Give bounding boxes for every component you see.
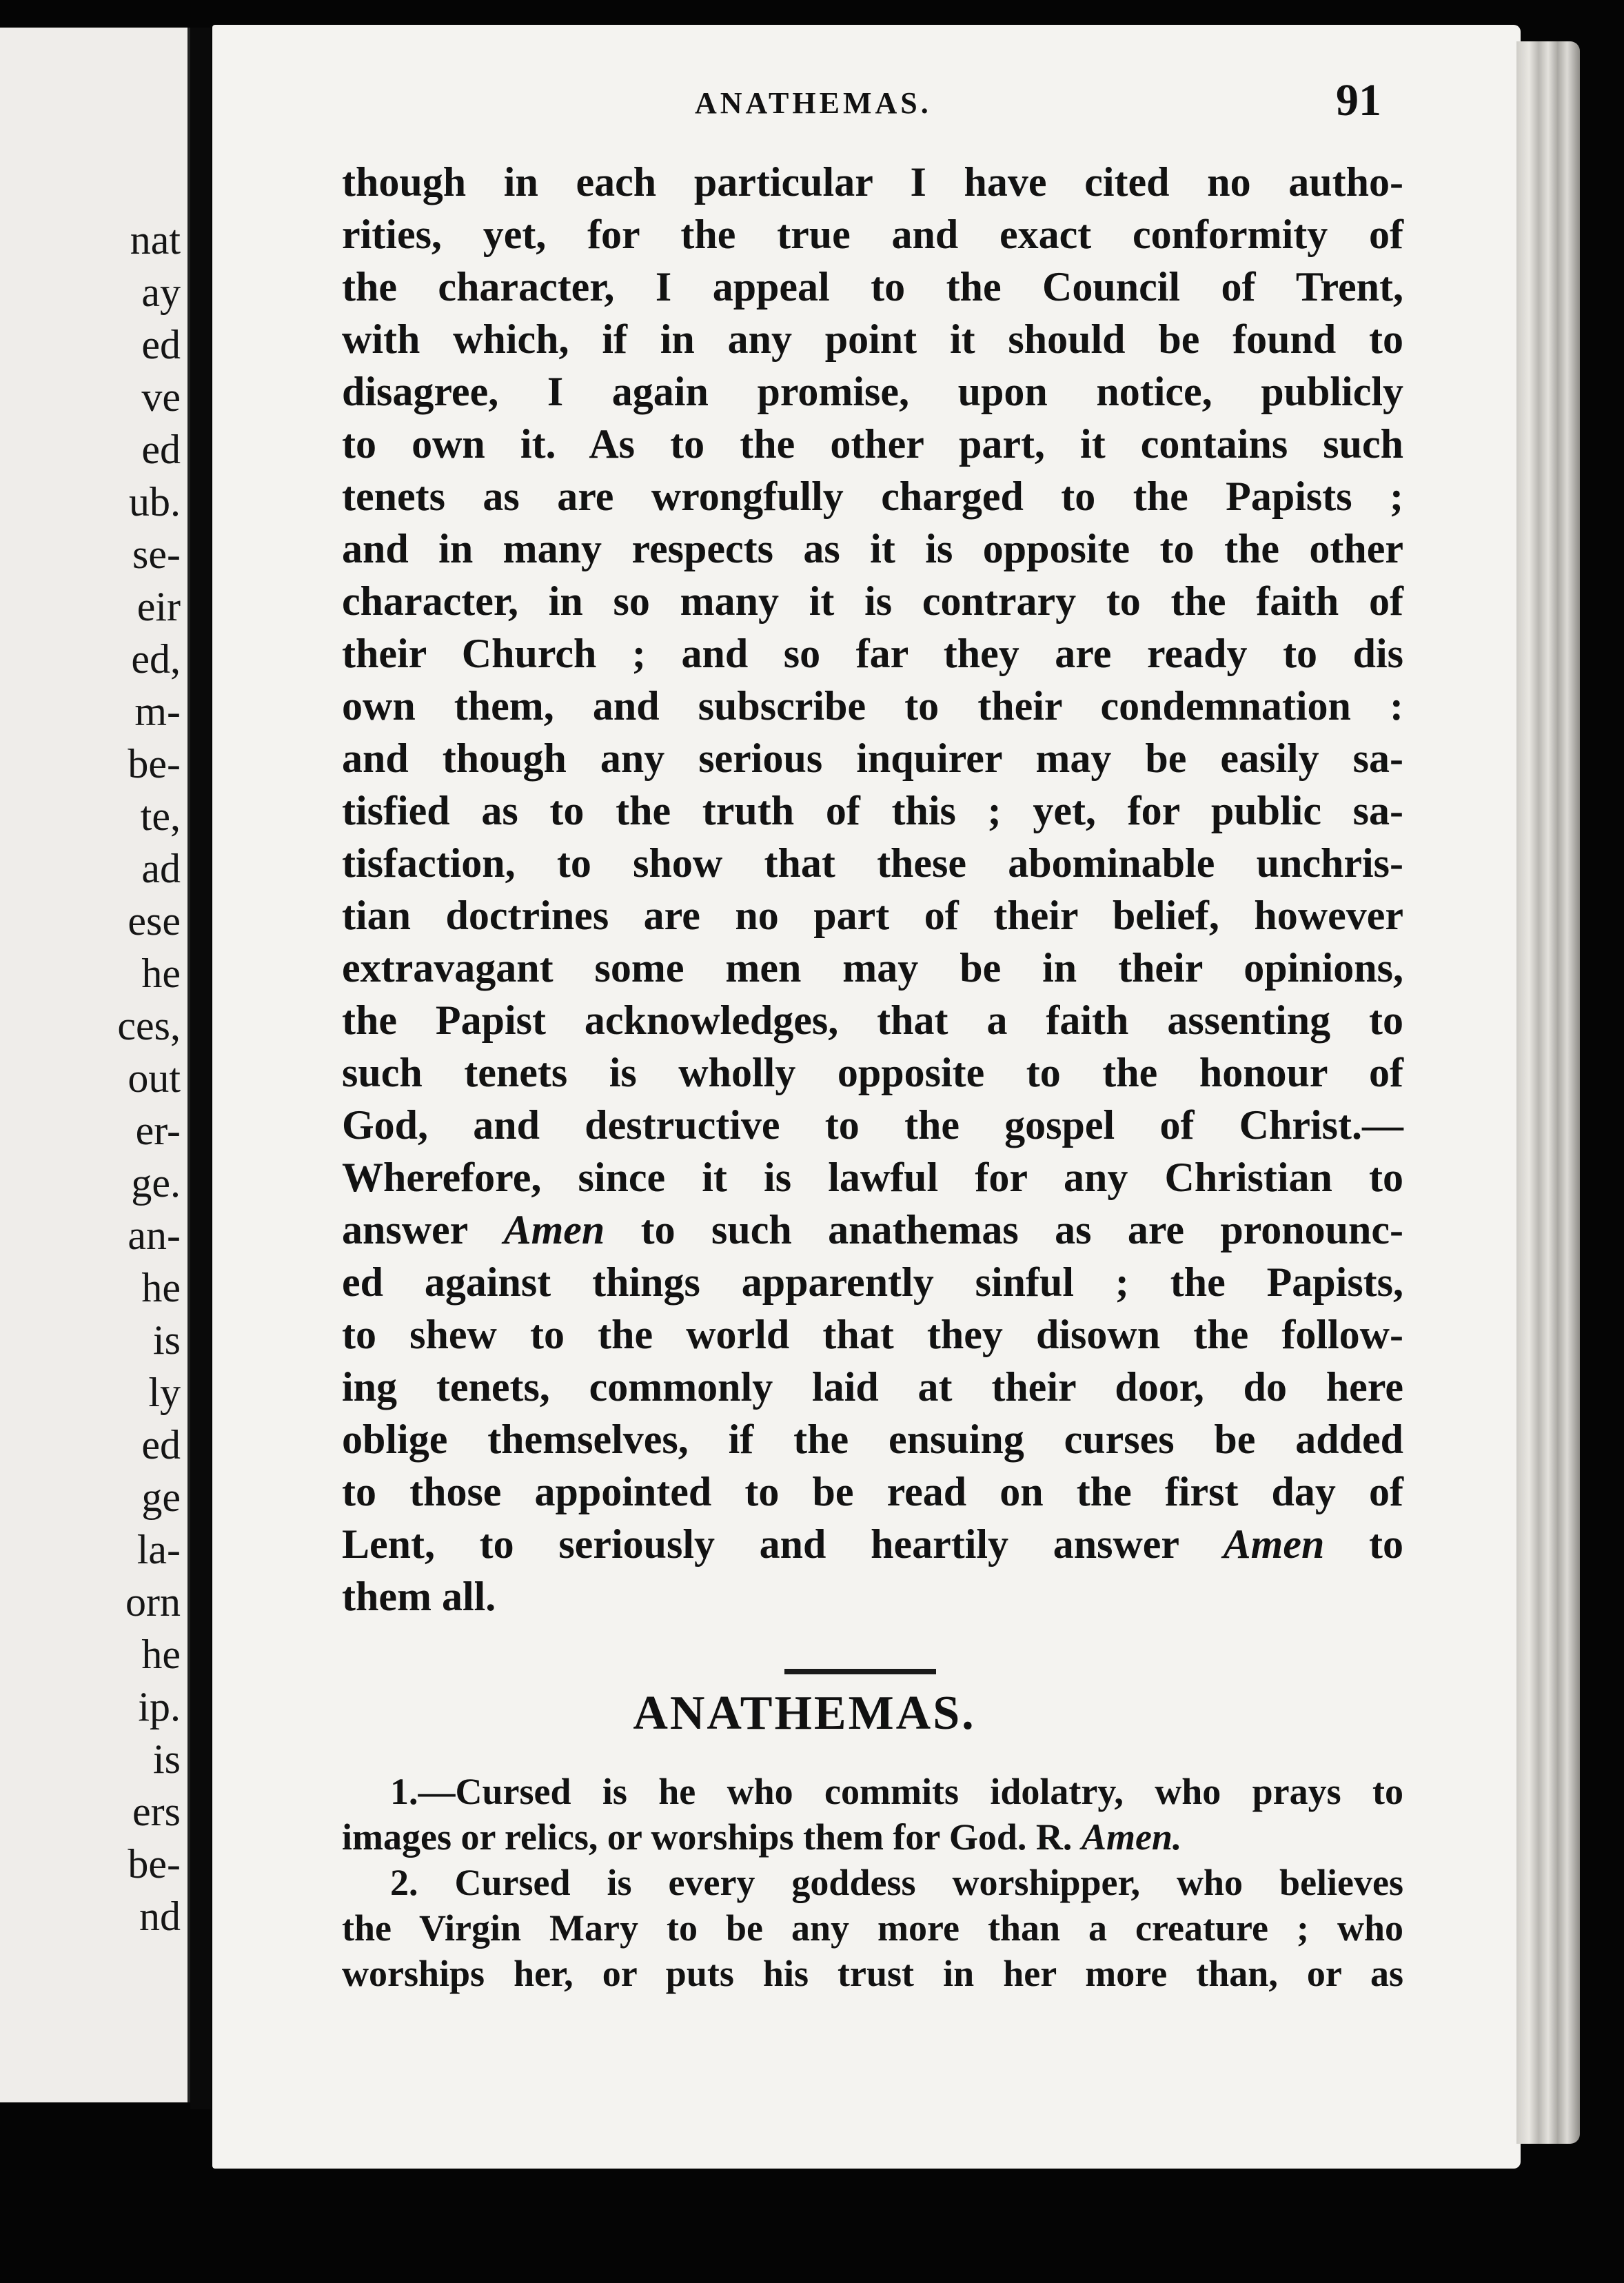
facing-page-fragment: eir	[136, 584, 181, 629]
text-line-last: them all.	[342, 1574, 496, 1619]
text-line: the Papist acknowledges, that a faith assenting to	[342, 997, 1403, 1043]
facing-page-fragment: ese	[128, 898, 181, 944]
text-line: though in each particular I have cited no autho-	[342, 159, 1403, 205]
text-line-lent	[342, 1518, 1403, 1570]
facing-page-fragment: nd	[139, 1894, 181, 1939]
text-line: disagree, I again promise, upon notice, publicly	[342, 369, 1403, 414]
text-line: God, and destructive to the gospel of Christ.—	[342, 1102, 1403, 1148]
text-line: own them, and subscribe to their condemnation :	[342, 683, 1403, 729]
text-fragment: answer	[342, 1207, 504, 1252]
facing-page-fragment: ge.	[131, 1160, 181, 1206]
facing-page-fragment: te,	[140, 793, 181, 839]
text-line: and in many respects as it is opposite to the other	[342, 526, 1403, 571]
curse-line	[342, 1814, 1403, 1860]
italic-amen: Amen	[503, 1207, 605, 1252]
facing-page-fragment: ve	[141, 374, 181, 420]
running-title: ANATHEMAS.	[695, 86, 932, 120]
running-head	[212, 65, 1521, 127]
section-rule	[784, 1669, 936, 1674]
facing-page-fragment: ed	[141, 1422, 181, 1468]
facing-page-fragment: ed	[141, 322, 181, 367]
facing-page-fragment: he	[141, 1265, 181, 1310]
text-line: and though any serious inquirer may be easily sa-	[342, 735, 1403, 781]
page-number: 91	[1336, 75, 1381, 125]
facing-page-fragment: he	[141, 1632, 181, 1677]
text-line: tian doctrines are no part of their belief, however	[342, 893, 1403, 938]
curses-list	[342, 1769, 1403, 1996]
text-line: tenets as are wrongfully charged to the Papists ;	[342, 474, 1403, 519]
curse-line: worships her, or puts his trust in her more than, or as	[342, 1953, 1403, 1994]
facing-page-fragment: ay	[141, 270, 181, 315]
text-line: character, in so many it is contrary to the faith of	[342, 578, 1403, 624]
text-fragment: to such anathemas as are pronounc-	[605, 1207, 1403, 1252]
facing-page-fragment: he	[141, 951, 181, 996]
facing-page-fragment: out	[128, 1055, 181, 1101]
book-page	[212, 25, 1521, 2169]
curse-line: the Virgin Mary to be any more than a creature ; who	[342, 1907, 1403, 1949]
page-edges	[1516, 41, 1580, 2144]
italic-amen: Amen	[1223, 1521, 1325, 1567]
text-line: to those appointed to be read on the first day of	[342, 1469, 1403, 1514]
facing-page-fragment: se-	[132, 531, 181, 577]
text-line: Wherefore, since it is lawful for any Christian to	[342, 1155, 1403, 1200]
text-line: rities, yet, for the true and exact conformity of	[342, 212, 1403, 257]
curse-line: 2. Cursed is every goddess worshipper, who believes	[390, 1862, 1403, 1903]
book-gutter	[190, 28, 211, 2109]
body-text	[342, 156, 1403, 1623]
section-heading: ANATHEMAS.	[633, 1687, 976, 1740]
text-line: to own it. As to the other part, it contains such	[342, 421, 1403, 467]
curse-line: 1.—Cursed is he who commits idolatry, who prays to	[390, 1771, 1403, 1812]
facing-page-fragment: be-	[128, 741, 181, 787]
text-line: their Church ; and so far they are ready to dis	[342, 631, 1403, 676]
text-fragment: to	[1324, 1521, 1403, 1567]
text-fragment: images or relics, or worships them for God. R.	[342, 1816, 1082, 1858]
facing-page-fragment: ip.	[138, 1684, 181, 1729]
facing-page-fragment: nat	[130, 217, 181, 263]
italic-amen: Amen.	[1081, 1816, 1182, 1858]
text-line: tisfied as to the truth of this ; yet, for public sa-	[342, 788, 1403, 833]
text-line: extravagant some men may be in their opinions,	[342, 945, 1403, 991]
facing-page-fragment: ge	[141, 1474, 181, 1520]
facing-page-fragment: ub.	[129, 479, 181, 525]
text-line: oblige themselves, if the ensuing curses be added	[342, 1417, 1403, 1462]
facing-page-fragment: ly	[148, 1370, 181, 1415]
facing-page-fragment: is	[152, 1317, 181, 1363]
facing-page-fragment: ed,	[131, 636, 181, 682]
facing-page-fragment: an-	[128, 1212, 181, 1258]
facing-page-fragment: ces,	[117, 1003, 181, 1048]
facing-page-fragment: la-	[136, 1527, 181, 1572]
facing-page-fragment: is	[152, 1736, 181, 1782]
facing-page-fragment: m-	[134, 689, 181, 734]
text-line: ing tenets, commonly laid at their door, do here	[342, 1364, 1403, 1410]
facing-page-fragment: er-	[135, 1108, 181, 1153]
text-line: the character, I appeal to the Council of Trent,	[342, 264, 1403, 310]
facing-page-fragment: ers	[132, 1789, 181, 1834]
text-line: such tenets is wholly opposite to the honour of	[342, 1050, 1403, 1095]
facing-page-fragment: ed	[141, 427, 181, 472]
facing-page-fragment: be-	[128, 1841, 181, 1887]
text-fragment: Lent, to seriously and heartily answer	[342, 1521, 1224, 1567]
text-line: tisfaction, to show that these abominable unchris-	[342, 840, 1403, 886]
text-line: to shew to the world that they disown the follow-	[342, 1312, 1403, 1357]
facing-page	[0, 28, 190, 2102]
text-line: with which, if in any point it should be found to	[342, 316, 1403, 362]
text-line: ed against things apparently sinful ; the Papists,	[342, 1259, 1403, 1305]
text-line-amen	[342, 1204, 1403, 1256]
facing-page-fragment: ad	[141, 846, 181, 891]
facing-page-fragment: orn	[125, 1579, 181, 1625]
